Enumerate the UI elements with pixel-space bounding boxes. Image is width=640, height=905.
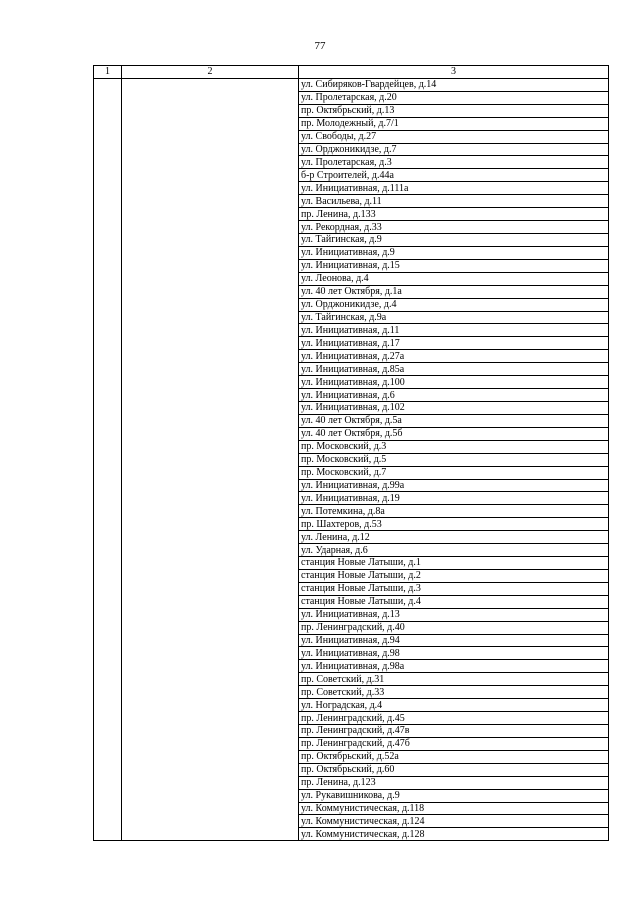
empty-cell-col1 [94, 608, 122, 621]
table-row [94, 130, 609, 143]
table-row [94, 376, 609, 389]
address-cell: ул. 40 лет Октября, д.1а [299, 285, 609, 298]
address-cell: ул. Инициативная, д.27а [299, 350, 609, 363]
address-cell: ул. Орджоникидзе, д.4 [299, 298, 609, 311]
table-row [94, 427, 609, 440]
table-row [94, 453, 609, 466]
address-cell: пр. Ленинградский, д.47б [299, 737, 609, 750]
empty-cell-col2 [122, 298, 299, 311]
empty-cell-col2 [122, 414, 299, 427]
empty-cell-col2 [122, 634, 299, 647]
empty-cell-col2 [122, 466, 299, 479]
empty-cell-col1 [94, 466, 122, 479]
table-row [94, 750, 609, 763]
table-row [94, 401, 609, 414]
empty-cell-col2 [122, 350, 299, 363]
empty-cell-col1 [94, 337, 122, 350]
table-row [94, 737, 609, 750]
empty-cell-col2 [122, 621, 299, 634]
empty-cell-col2 [122, 208, 299, 221]
address-cell: ул. Инициативная, д.98 [299, 647, 609, 660]
address-cell: б-р Строителей, д.44а [299, 169, 609, 182]
empty-cell-col1 [94, 828, 122, 841]
empty-cell-col1 [94, 802, 122, 815]
empty-cell-col2 [122, 324, 299, 337]
empty-cell-col1 [94, 143, 122, 156]
empty-cell-col1 [94, 182, 122, 195]
table-row [94, 647, 609, 660]
empty-cell-col1 [94, 789, 122, 802]
empty-cell-col1 [94, 78, 122, 91]
empty-cell-col2 [122, 595, 299, 608]
empty-cell-col2 [122, 130, 299, 143]
empty-cell-col2 [122, 427, 299, 440]
table-row [94, 608, 609, 621]
empty-cell-col2 [122, 699, 299, 712]
table-row [94, 246, 609, 259]
empty-cell-col1 [94, 737, 122, 750]
empty-cell-col2 [122, 104, 299, 117]
empty-cell-col2 [122, 389, 299, 402]
address-cell: ул. Рекордная, д.33 [299, 221, 609, 234]
address-cell: станция Новые Латыши, д.2 [299, 569, 609, 582]
table-row [94, 712, 609, 725]
empty-cell-col1 [94, 414, 122, 427]
table-row [94, 518, 609, 531]
empty-cell-col1 [94, 350, 122, 363]
address-cell: ул. Инициативная, д.111а [299, 182, 609, 195]
address-cell: станция Новые Латыши, д.1 [299, 557, 609, 570]
empty-cell-col2 [122, 608, 299, 621]
empty-cell-col2 [122, 737, 299, 750]
empty-cell-col2 [122, 673, 299, 686]
empty-cell-col2 [122, 789, 299, 802]
table-row [94, 221, 609, 234]
table-row [94, 91, 609, 104]
address-cell: ул. Ноградская, д.4 [299, 699, 609, 712]
table-row [94, 544, 609, 557]
table-row [94, 363, 609, 376]
table-row [94, 699, 609, 712]
table-row [94, 776, 609, 789]
table-row [94, 259, 609, 272]
empty-cell-col2 [122, 479, 299, 492]
address-cell: ул. Инициативная, д.19 [299, 492, 609, 505]
table-header-row [94, 66, 609, 79]
empty-cell-col1 [94, 285, 122, 298]
address-cell: ул. Пролетарская, д.3 [299, 156, 609, 169]
table-row [94, 828, 609, 841]
table-row [94, 492, 609, 505]
empty-cell-col1 [94, 246, 122, 259]
empty-cell-col1 [94, 311, 122, 324]
empty-cell-col2 [122, 492, 299, 505]
address-cell: ул. Ленина, д.12 [299, 531, 609, 544]
empty-cell-col1 [94, 518, 122, 531]
address-cell: ул. 40 лет Октября, д.5б [299, 427, 609, 440]
empty-cell-col2 [122, 647, 299, 660]
empty-cell-col2 [122, 712, 299, 725]
empty-cell-col2 [122, 505, 299, 518]
empty-cell-col2 [122, 569, 299, 582]
empty-cell-col2 [122, 686, 299, 699]
empty-cell-col1 [94, 221, 122, 234]
table-row [94, 233, 609, 246]
table-row [94, 104, 609, 117]
address-cell: ул. Тайгинская, д.9 [299, 233, 609, 246]
column-header-1: 1 [94, 66, 122, 79]
empty-cell-col2 [122, 660, 299, 673]
empty-cell-col1 [94, 621, 122, 634]
empty-cell-col2 [122, 815, 299, 828]
table-row [94, 815, 609, 828]
table-row [94, 789, 609, 802]
empty-cell-col1 [94, 569, 122, 582]
empty-cell-col1 [94, 91, 122, 104]
table-row [94, 143, 609, 156]
address-cell: ул. Инициативная, д.9 [299, 246, 609, 259]
empty-cell-col1 [94, 427, 122, 440]
empty-cell-col2 [122, 725, 299, 738]
empty-cell-col2 [122, 544, 299, 557]
empty-cell-col2 [122, 285, 299, 298]
empty-cell-col2 [122, 518, 299, 531]
empty-cell-col2 [122, 156, 299, 169]
empty-cell-col2 [122, 195, 299, 208]
empty-cell-col2 [122, 91, 299, 104]
empty-cell-col1 [94, 156, 122, 169]
address-cell: пр. Московский, д.5 [299, 453, 609, 466]
table-row [94, 595, 609, 608]
table-row [94, 156, 609, 169]
address-cell: пр. Октябрьский, д.13 [299, 104, 609, 117]
address-cell: ул. Рукавишникова, д.9 [299, 789, 609, 802]
empty-cell-col1 [94, 479, 122, 492]
empty-cell-col1 [94, 557, 122, 570]
address-cell: ул. Сибиряков-Гвардейцев, д.14 [299, 78, 609, 91]
empty-cell-col2 [122, 259, 299, 272]
address-cell: пр. Ленинградский, д.45 [299, 712, 609, 725]
page-number: 77 [314, 40, 326, 52]
empty-cell-col1 [94, 634, 122, 647]
table-row [94, 195, 609, 208]
empty-cell-col2 [122, 221, 299, 234]
empty-cell-col2 [122, 582, 299, 595]
table-row [94, 466, 609, 479]
table-row [94, 634, 609, 647]
empty-cell-col2 [122, 557, 299, 570]
empty-cell-col2 [122, 763, 299, 776]
table-row [94, 531, 609, 544]
table-row [94, 557, 609, 570]
table-row [94, 298, 609, 311]
empty-cell-col1 [94, 712, 122, 725]
empty-cell-col2 [122, 531, 299, 544]
address-cell: пр. Ленина, д.123 [299, 776, 609, 789]
column-header-3: 3 [299, 66, 609, 79]
empty-cell-col1 [94, 531, 122, 544]
address-cell: ул. Инициативная, д.6 [299, 389, 609, 402]
empty-cell-col1 [94, 130, 122, 143]
address-cell: ул. Ударная, д.6 [299, 544, 609, 557]
empty-cell-col2 [122, 233, 299, 246]
address-cell: пр. Московский, д.3 [299, 440, 609, 453]
table-row [94, 414, 609, 427]
empty-cell-col2 [122, 750, 299, 763]
address-cell: ул. Леонова, д.4 [299, 272, 609, 285]
empty-cell-col2 [122, 440, 299, 453]
address-cell: пр. Ленинградский, д.47в [299, 725, 609, 738]
address-cell: ул. Инициативная, д.98а [299, 660, 609, 673]
empty-cell-col1 [94, 660, 122, 673]
address-cell: ул. Потемкина, д.8а [299, 505, 609, 518]
address-cell: ул. Инициативная, д.99а [299, 479, 609, 492]
column-header-2: 2 [122, 66, 299, 79]
address-cell: пр. Октябрьский, д.52а [299, 750, 609, 763]
address-cell: ул. Свободы, д.27 [299, 130, 609, 143]
address-cell: ул. Тайгинская, д.9а [299, 311, 609, 324]
table-row [94, 117, 609, 130]
empty-cell-col2 [122, 802, 299, 815]
empty-cell-col1 [94, 647, 122, 660]
empty-cell-col2 [122, 272, 299, 285]
table-row [94, 660, 609, 673]
empty-cell-col1 [94, 440, 122, 453]
empty-cell-col1 [94, 272, 122, 285]
table-row [94, 725, 609, 738]
table-row [94, 673, 609, 686]
address-cell: ул. 40 лет Октября, д.5а [299, 414, 609, 427]
empty-cell-col1 [94, 104, 122, 117]
empty-cell-col2 [122, 311, 299, 324]
address-cell: ул. Коммунистическая, д.124 [299, 815, 609, 828]
address-cell: ул. Пролетарская, д.20 [299, 91, 609, 104]
empty-cell-col1 [94, 169, 122, 182]
empty-cell-col2 [122, 401, 299, 414]
address-cell: станция Новые Латыши, д.3 [299, 582, 609, 595]
empty-cell-col2 [122, 182, 299, 195]
table-row [94, 389, 609, 402]
empty-cell-col2 [122, 337, 299, 350]
address-cell: ул. Инициативная, д.85а [299, 363, 609, 376]
table-row [94, 440, 609, 453]
address-cell: пр. Советский, д.33 [299, 686, 609, 699]
address-table [93, 65, 609, 841]
table-row [94, 311, 609, 324]
empty-cell-col1 [94, 401, 122, 414]
empty-cell-col1 [94, 544, 122, 557]
empty-cell-col2 [122, 828, 299, 841]
empty-cell-col2 [122, 169, 299, 182]
table-row [94, 337, 609, 350]
empty-cell-col1 [94, 699, 122, 712]
address-cell: пр. Советский, д.31 [299, 673, 609, 686]
empty-cell-col1 [94, 582, 122, 595]
address-cell: пр. Шахтеров, д.53 [299, 518, 609, 531]
address-cell: ул. Инициативная, д.11 [299, 324, 609, 337]
empty-cell-col1 [94, 363, 122, 376]
address-cell: ул. Орджоникидзе, д.7 [299, 143, 609, 156]
empty-cell-col2 [122, 78, 299, 91]
empty-cell-col2 [122, 453, 299, 466]
empty-cell-col1 [94, 595, 122, 608]
table-row [94, 802, 609, 815]
address-cell: пр. Ленинградский, д.40 [299, 621, 609, 634]
address-cell: пр. Молодежный, д.7/1 [299, 117, 609, 130]
empty-cell-col1 [94, 776, 122, 789]
table-row [94, 686, 609, 699]
table-row [94, 324, 609, 337]
address-cell: ул. Инициативная, д.102 [299, 401, 609, 414]
address-cell: ул. Коммунистическая, д.128 [299, 828, 609, 841]
address-cell: пр. Октябрьский, д.60 [299, 763, 609, 776]
address-cell: ул. Инициативная, д.100 [299, 376, 609, 389]
empty-cell-col1 [94, 389, 122, 402]
empty-cell-col2 [122, 376, 299, 389]
table-row [94, 569, 609, 582]
table-row [94, 78, 609, 91]
empty-cell-col1 [94, 505, 122, 518]
table-row [94, 208, 609, 221]
table-body [94, 78, 609, 840]
address-cell: ул. Инициативная, д.94 [299, 634, 609, 647]
table-row [94, 272, 609, 285]
empty-cell-col1 [94, 725, 122, 738]
address-cell: ул. Инициативная, д.17 [299, 337, 609, 350]
table-row [94, 479, 609, 492]
table-row [94, 182, 609, 195]
empty-cell-col1 [94, 117, 122, 130]
address-cell: пр. Московский, д.7 [299, 466, 609, 479]
empty-cell-col1 [94, 492, 122, 505]
empty-cell-col2 [122, 776, 299, 789]
empty-cell-col1 [94, 376, 122, 389]
address-cell: ул. Коммунистическая, д.118 [299, 802, 609, 815]
table-row [94, 582, 609, 595]
table-row [94, 763, 609, 776]
empty-cell-col1 [94, 763, 122, 776]
empty-cell-col1 [94, 259, 122, 272]
empty-cell-col1 [94, 453, 122, 466]
empty-cell-col1 [94, 750, 122, 763]
address-cell: ул. Инициативная, д.15 [299, 259, 609, 272]
address-cell: ул. Инициативная, д.13 [299, 608, 609, 621]
table-row [94, 621, 609, 634]
empty-cell-col2 [122, 143, 299, 156]
empty-cell-col1 [94, 815, 122, 828]
empty-cell-col2 [122, 117, 299, 130]
table-row [94, 350, 609, 363]
table-row [94, 505, 609, 518]
empty-cell-col1 [94, 195, 122, 208]
address-cell: станция Новые Латыши, д.4 [299, 595, 609, 608]
empty-cell-col1 [94, 324, 122, 337]
address-cell: пр. Ленина, д.133 [299, 208, 609, 221]
empty-cell-col1 [94, 298, 122, 311]
address-cell: ул. Васильева, д.11 [299, 195, 609, 208]
table-row [94, 285, 609, 298]
empty-cell-col2 [122, 246, 299, 259]
empty-cell-col2 [122, 363, 299, 376]
empty-cell-col1 [94, 208, 122, 221]
empty-cell-col1 [94, 233, 122, 246]
table-row [94, 169, 609, 182]
empty-cell-col1 [94, 673, 122, 686]
empty-cell-col1 [94, 686, 122, 699]
